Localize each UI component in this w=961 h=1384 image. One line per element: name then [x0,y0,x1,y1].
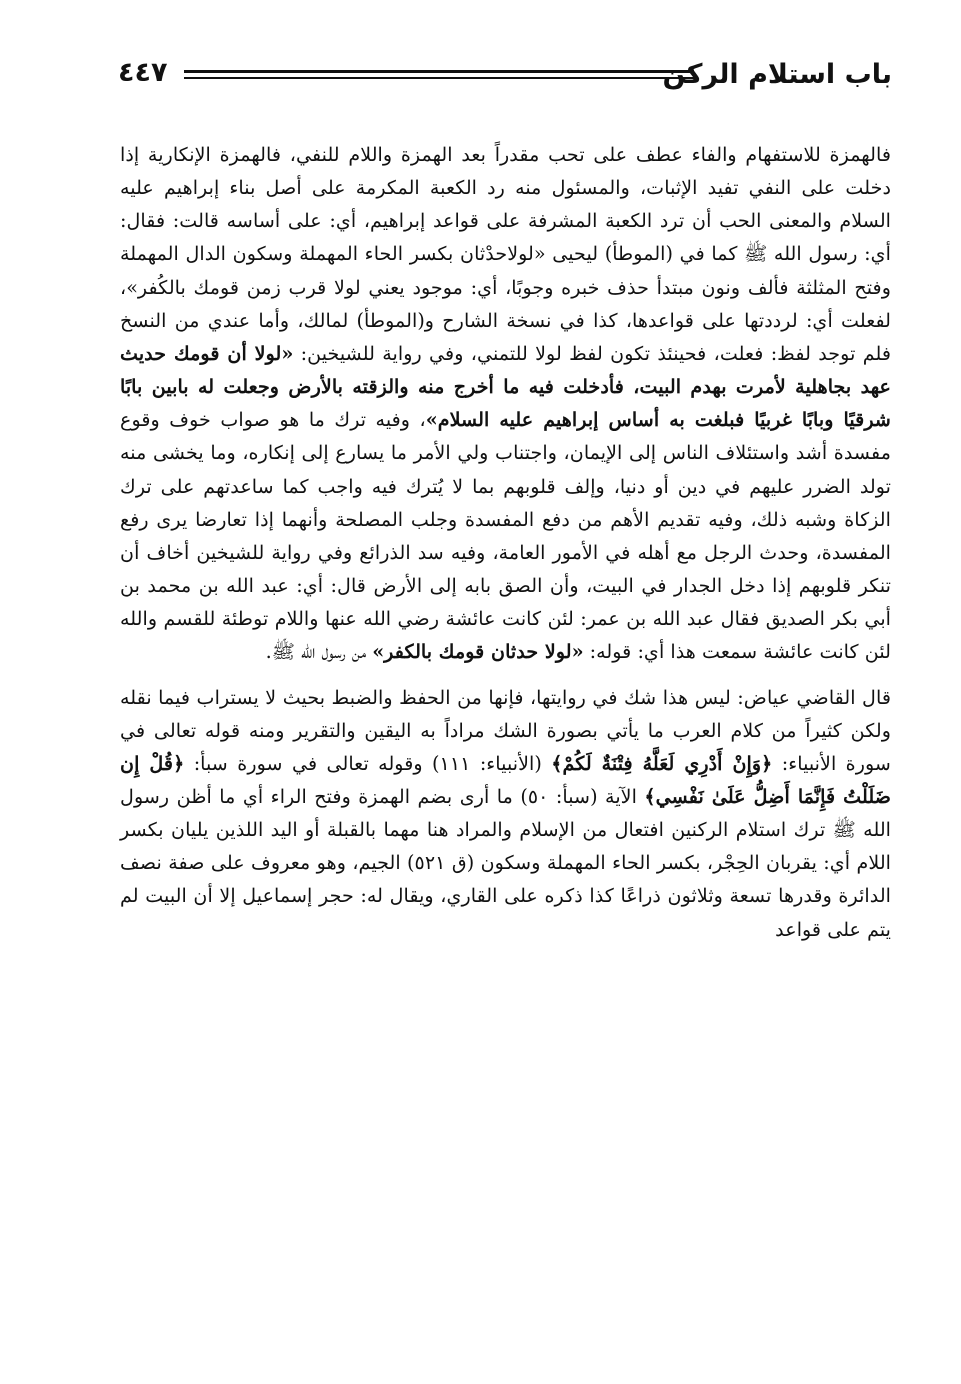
hadith-quote-hidthan: «لولا حدثان قومك بالكفر» [372,640,584,664]
paragraph-1-text-b: ، وفيه ترك ما هو صواب خوف وقوع مفسدة أشد واستئلاف الناس إلى الإيمان، واجتناب ولي الأمر ما يسارع إلى إنكاره، وما يخشى منه تولد الضرر عليهم في دين أو دنيا، وإلف قلوبهم بما لا يُترك فيه واجب كما ساعدتهم على ترك الزكاة وشبه ذلك، وفيه تقديم الأهم من دفع المفسدة وجلب المصلحة وأنهما إذا تعارضا يرى رفع المفسدة، وحدث الرجل مع أهله في الأمور العامة، وفيه سد الذرائع وفي رواية للشيخين أخاف أن تنكر قلوبهم إذا دخل الجدار في البيت، وأن الصق بابه إلى الأرض قال: أي: عبد الله بن محمد بن أبي بكر الصديق فقال عبد الله بن عمر: لئن كانت عائشة رضي الله عنها واللام توطئة للقسم والله لئن كانت عائشة سمعت هذا أي: قوله: [120,408,891,664]
paragraph-1-text-c: من رسول الله ﷺ. [265,640,373,664]
hadith-quote-shaykhayn: «لولا أن قومك حديث عهد بجاهلية لأمرت بهدم البيت، فأدخلت فيه ما أخرج منه والزقته بالأرض وجعلت له بابين بابًا شرقيًا وبابًا غربيًا فبلغت به أساس إبراهيم عليه السلام» [120,341,891,432]
paragraph-2-text-b: (الأنبياء: ١١١) وقوله تعالى في سورة سبأ: [184,751,552,775]
page-number: ٤٤٧ [118,57,168,88]
page-header [118,54,892,98]
paragraph-2 [120,681,891,946]
paragraph-1-text-a: فالهمزة للاستفهام والفاء عطف على تحب مقدراً بعد الهمزة واللام للنفي، فالهمزة الإنكارية إذا دخلت على النفي تفيد الإثبات، والمسئول منه رد الكعبة المكرمة على أصل بناء إبراهيم عليه السلام والمعنى الحب أن ترد الكعبة المشرفة على قواعد إبراهيم، أي: على أساسه قالت: فقال: أي: رسول الله ﷺ كما في (الموطأ) ليحيى «لولاحدْثان بكسر الحاء المهملة وسكون الدال المهملة وفتح المثلثة فألف ونون مبتدأ حذف خبره وجوبًا، أي: موجود يعني لولا قرب زمن قومك بالكُفر»، لفعلت أي: لرددتها على قواعدها، كذا في نسخة الشارح و(الموطأ) لمالك، وأما عندي من النسخ فلم توجد لفظ: فعلت، فحينئذ تكون لفظ لولا للتمني، وفي رواية للشيخين: [120,143,891,365]
quran-verse-anbiya: ﴿وَإِنْ أَدْرِي لَعَلَّهُ فِتْنَةٌ لَكُمْ﴾ [551,751,773,775]
paragraph-2-text-a: قال القاضي عياض: ليس هذا شك في روايتها، فإنها من الحفظ والضبط بحيث لا يستراب فيما نقله ولكن كثيراً من كلام العرب ما يأتي بصورة الشك مراداً به اليقين والتقرير ومنه قوله تعالى في سورة الأنبياء: [120,685,891,775]
paragraph-1 [120,138,891,669]
body-text [120,138,891,946]
running-title: باب استلام الركن [662,59,892,90]
header-rule-thin [184,77,694,79]
paragraph-2-text-c: الآية (سبأ: ٥٠) ما أرى بضم الهمزة وفتح الراء أي ما أظن رسول الله ﷺ ترك استلام الركنين افتعال من الإسلام والمراد هنا مهما بالقبلة أو اليد اللذين يليان بكسر اللام أي: يقربان الحِجْر، بكسر الحاء المهملة وسكون (ق ٥٢١) الجيم، وهو معروف على صفة نصف الدائرة وقدرها تسعة وثلاثون ذراعًا كذا ذكره على القاري، ويقال له: حجر إسماعيل إلا أن البيت لم يتم على قواعد [120,784,891,941]
quran-verse-saba: ﴿قُلْ إِن ضَلَلْتُ فَإِنَّمَا أَضِلُّ عَلَىٰ نَفْسِي﴾ [120,751,891,808]
header-rule-thick [184,70,694,73]
